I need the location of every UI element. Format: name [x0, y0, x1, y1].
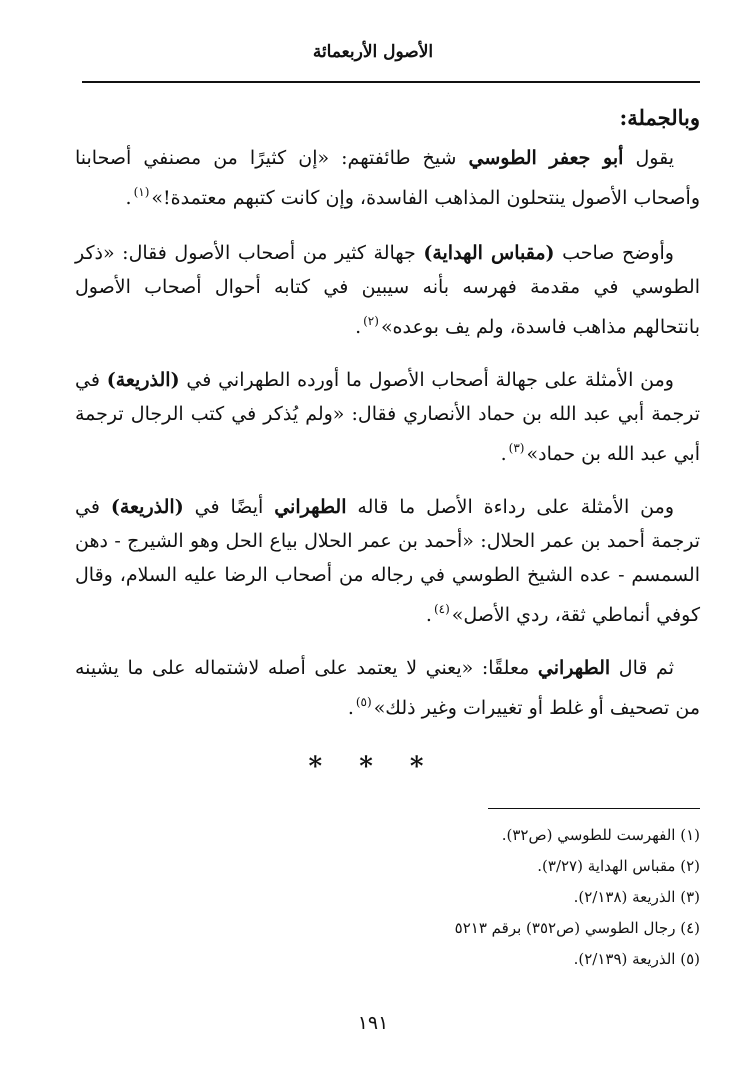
footnote-rule: [488, 808, 700, 809]
paragraph-3-end: .: [500, 443, 507, 465]
footnote-ref-3[interactable]: (٣): [508, 441, 525, 455]
paragraph-5-bold-name: الطهراني: [537, 657, 611, 679]
paragraph-3-text-b: في ترجمة أبي عبد الله بن حماد الأنصاري فقال: «ولم يُذكر في كتب الرجال ترجمة أبي عبد الله بن حماد»: [75, 369, 700, 465]
footnote-ref-4[interactable]: (٤): [433, 602, 450, 616]
section-heading: وبالجملة:: [619, 105, 700, 130]
paragraph-2-text-a: وأوضح صاحب: [554, 242, 674, 264]
paragraph-2-end: .: [355, 316, 362, 338]
paragraph-5-end: .: [347, 697, 354, 719]
page-number: ١٩١: [357, 1012, 389, 1034]
paragraph-5: [75, 651, 700, 725]
paragraph-4-text-c: في ترجمة أحمد بن عمر الحلال: «أحمد بن عمر الحلال بياع الحل وهو الشيرج - دهن السمسم - عده الشيخ الطوسي في رجاله من أصحاب الرضا عليه السلام، وقال كوفي أنماطي ثقة، ردي الأصل»: [75, 496, 700, 626]
paragraph-1: [75, 141, 700, 215]
footnote-4: (٤) رجال الطوسي (ص٣٥٢) برقم ٥٢١٣: [454, 919, 700, 937]
footnotes-list: [75, 820, 700, 975]
footnote-2: (٢) مقباس الهداية (٣/٢٧).: [537, 857, 700, 875]
paragraph-4: [75, 490, 700, 632]
footnote-ref-2[interactable]: (٢): [363, 314, 379, 328]
footnote-5: (٥) الذريعة (٢/١٣٩).: [573, 950, 700, 968]
footnote-ref-1[interactable]: (١): [133, 185, 150, 199]
footnote-3: (٣) الذريعة (٢/١٣٨).: [573, 888, 700, 906]
header-rule: [82, 81, 700, 83]
running-header: الأصول الأربعمائة: [312, 42, 434, 62]
paragraph-1-bold-name: أبو جعفر الطوسي: [468, 147, 624, 169]
paragraph-1-text-b: شيخ طائفتهم: «إن كثيرًا من مصنفي أصحابنا وأصحاب الأصول ينتحلون المذاهب الفاسدة، وإن كانت كتبهم معتمدة!»: [75, 147, 700, 209]
paragraph-2-text-b: جهالة كثير من أصحاب الأصول فقال: «ذكر الطوسي في مقدمة فهرسه بأنه سيبين في كتابه أحوال أصحاب الأصول بانتحالهم مذاهب فاسدة، ولم يف بوعده»: [75, 242, 700, 338]
paragraph-4-bold-title: (الذريعة): [110, 496, 184, 518]
paragraph-1-end: .: [125, 187, 132, 209]
paragraph-1-text-a: يقول: [623, 147, 674, 169]
paragraph-4-text-a: ومن الأمثلة على رداءة الأصل ما قاله: [346, 496, 674, 518]
paragraph-4-text-b: أيضًا في: [183, 496, 275, 518]
paragraph-4-end: .: [425, 604, 432, 626]
paragraph-3-bold-title: (الذريعة): [106, 369, 180, 391]
paragraph-2-bold-title: (مقباس الهداية): [423, 242, 555, 264]
footnote-ref-5[interactable]: (٥): [355, 695, 372, 709]
paragraph-3: [75, 363, 700, 471]
paragraph-3-text-a: ومن الأمثلة على جهالة أصحاب الأصول ما أورده الطهراني في: [179, 369, 674, 391]
paragraph-4-bold-name: الطهراني: [274, 496, 347, 518]
footnote-1: (١) الفهرست للطوسي (ص٣٢).: [501, 826, 700, 844]
section-separator: * * *: [308, 752, 438, 782]
paragraph-5-text-b: معلقًا: «يعني لا يعتمد على أصله لاشتماله على ما يشينه من تصحيف أو غلط أو تغييرات وغير ذلك»: [75, 657, 700, 719]
paragraph-5-text-a: ثم قال: [610, 657, 674, 679]
paragraph-2: [75, 236, 700, 344]
